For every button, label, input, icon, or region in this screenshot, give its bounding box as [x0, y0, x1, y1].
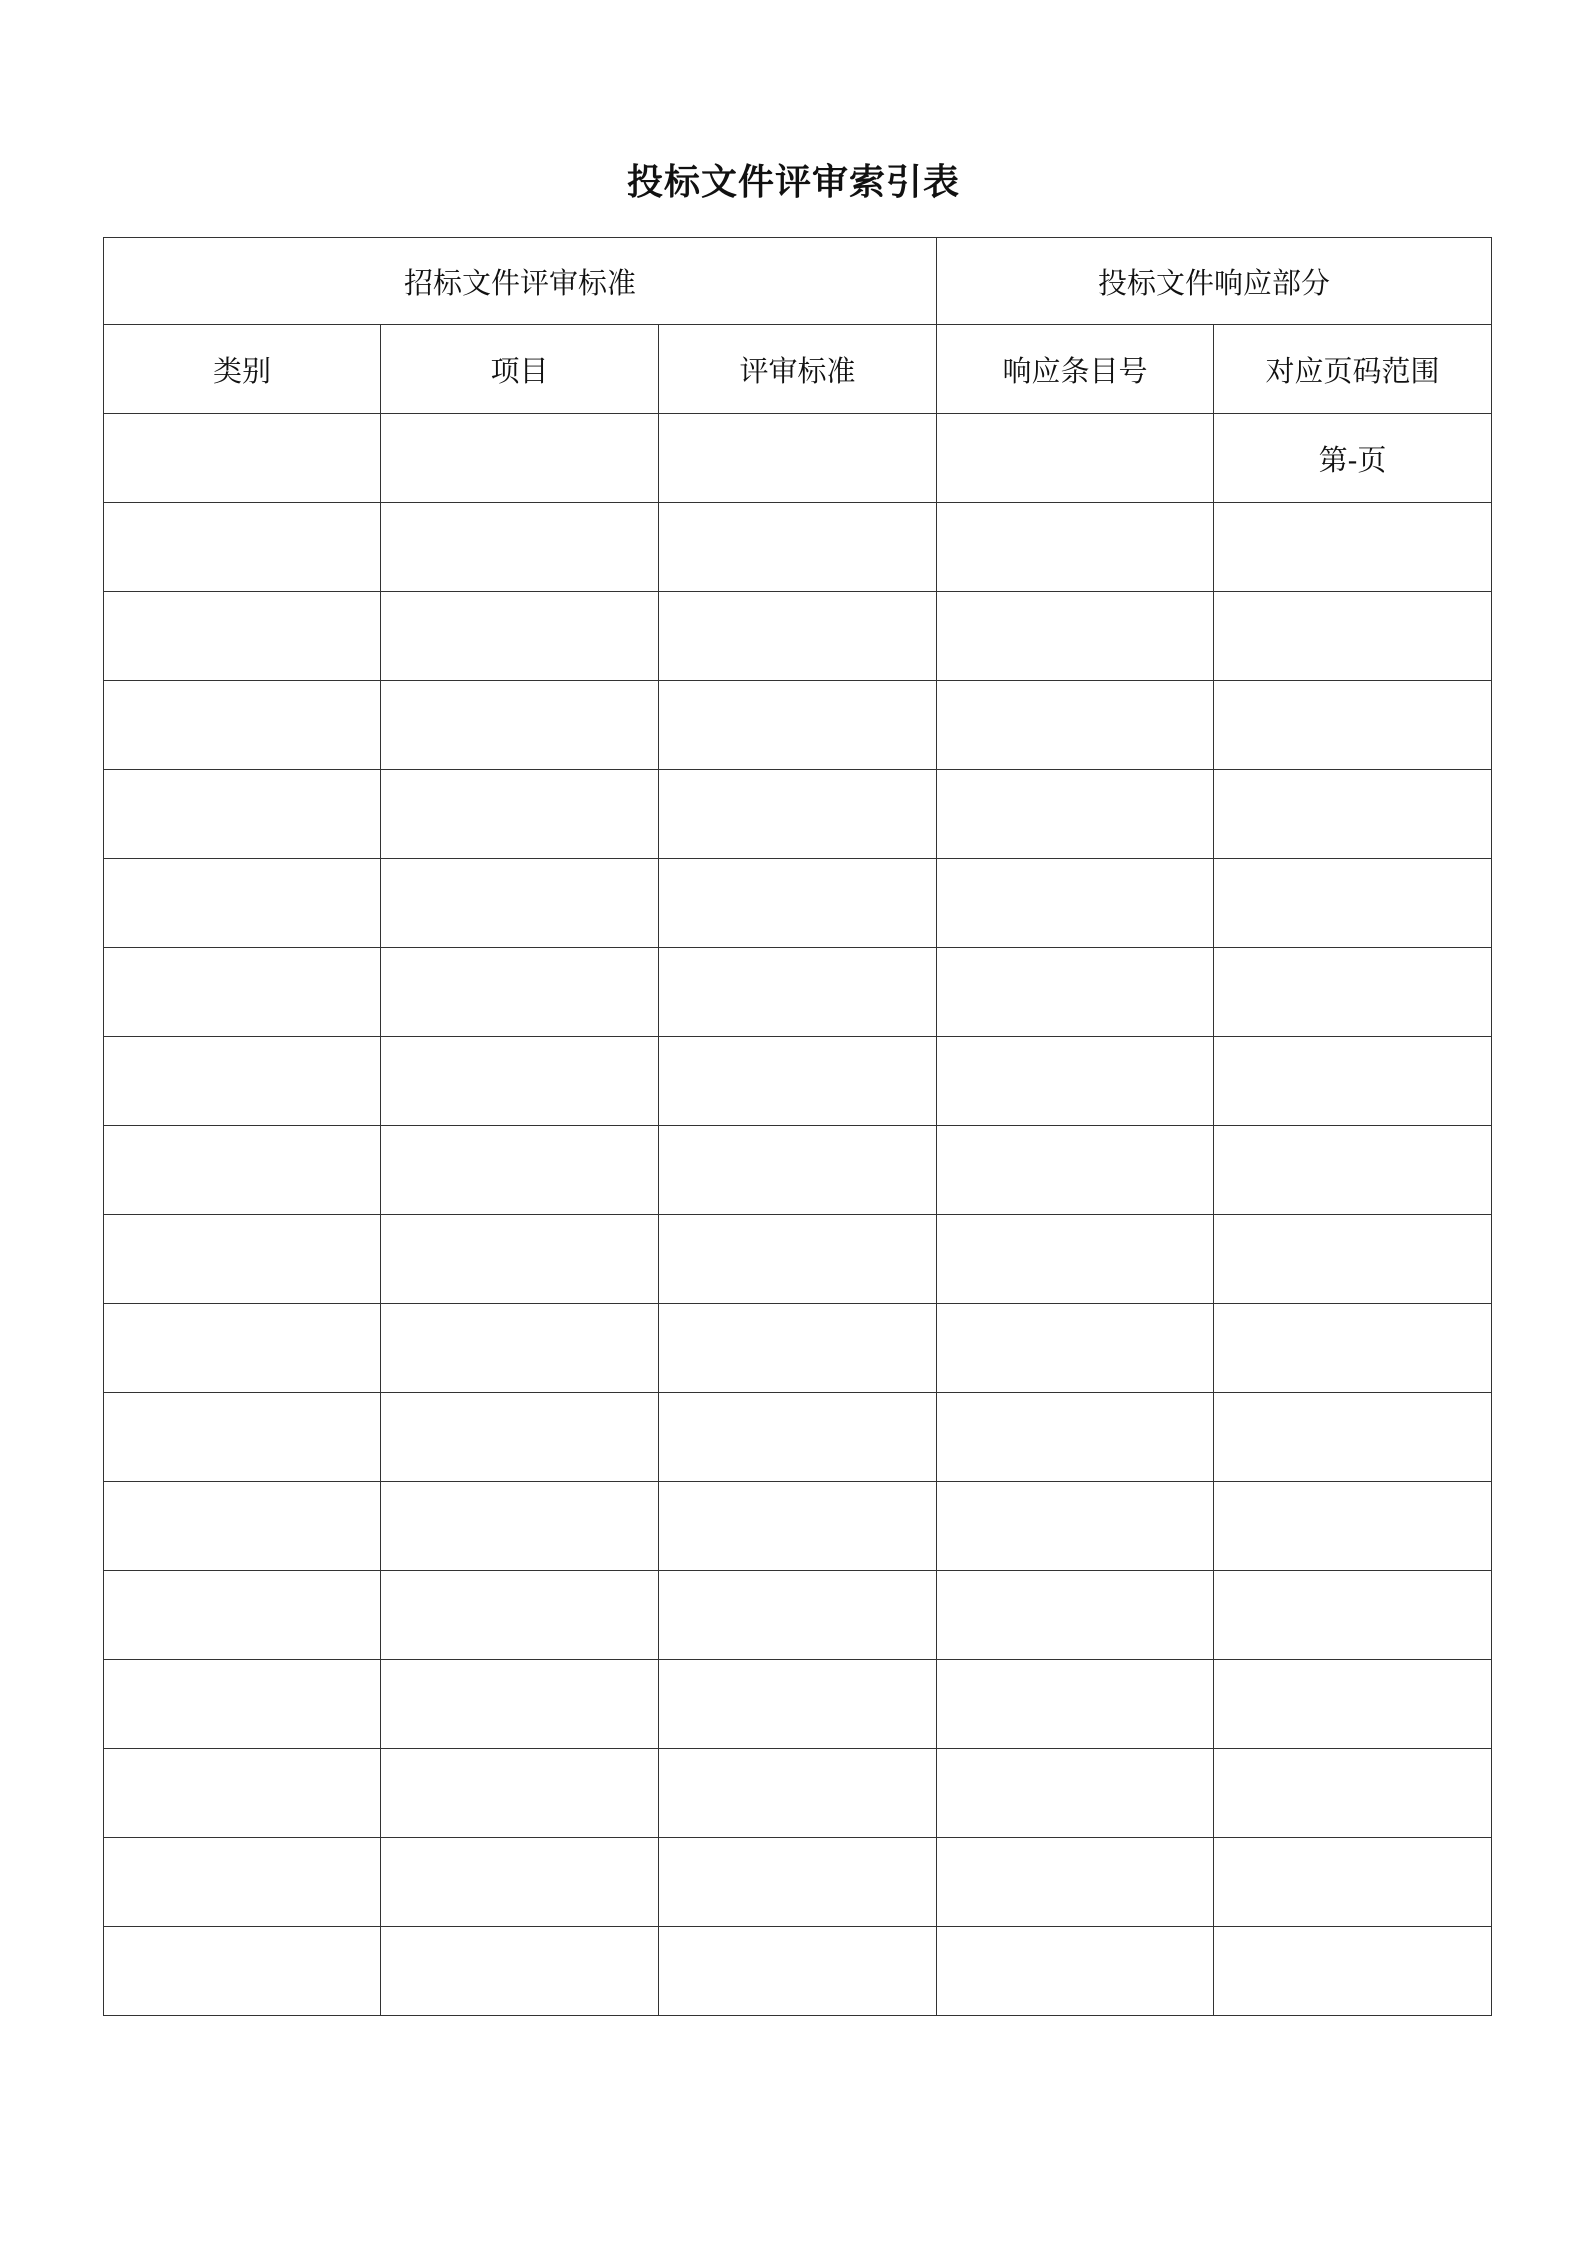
table-cell-page-range: [1214, 1215, 1492, 1304]
table-cell-item: [381, 1927, 659, 2016]
table-cell-response-number: [937, 1126, 1214, 1215]
group-header-response: 投标文件响应部分: [937, 238, 1492, 325]
group-header-row: [104, 238, 1492, 325]
table-cell-category: [104, 1304, 381, 1393]
table-cell-page-range: [1214, 592, 1492, 681]
table-cell-criteria: [659, 948, 937, 1037]
column-header-response-number: 响应条目号: [937, 325, 1214, 414]
table-cell-category: [104, 1660, 381, 1749]
table-cell-response-number: [937, 1037, 1214, 1126]
table-cell-response-number: [937, 1482, 1214, 1571]
table-cell-item: [381, 1215, 659, 1304]
table-cell-category: [104, 503, 381, 592]
table-row: [104, 1126, 1492, 1215]
table-cell-page-range: [1214, 1749, 1492, 1838]
table-cell-response-number: [937, 1571, 1214, 1660]
table-cell-page-range: [1214, 1393, 1492, 1482]
document-title: 投标文件评审索引表: [626, 161, 960, 203]
table-cell-item: [381, 1660, 659, 1749]
table-cell-category: [104, 681, 381, 770]
table-cell-criteria: [659, 1571, 937, 1660]
table-cell-category: [104, 1927, 381, 2016]
table-cell-category: [104, 1393, 381, 1482]
table-row: [104, 1838, 1492, 1927]
table-cell-response-number: [937, 1215, 1214, 1304]
table-cell-item: [381, 681, 659, 770]
table-cell-page-range: [1214, 770, 1492, 859]
table-cell-item: [381, 770, 659, 859]
table-row: [104, 1304, 1492, 1393]
table-cell-response-number: [937, 948, 1214, 1037]
table-cell-criteria: [659, 1927, 937, 2016]
table-cell-criteria: [659, 1126, 937, 1215]
table-cell-page-range: [1214, 1838, 1492, 1927]
table-row: [104, 1482, 1492, 1571]
table-cell-page-range: [1214, 1927, 1492, 2016]
table-cell-criteria: [659, 414, 937, 503]
table-cell-category: [104, 1215, 381, 1304]
table-cell-criteria: [659, 1037, 937, 1126]
table-row: [104, 1215, 1492, 1304]
table-cell-criteria: [659, 1482, 937, 1571]
table-cell-page-range: 第-页: [1214, 414, 1492, 503]
table-cell-item: [381, 592, 659, 681]
table-cell-response-number: [937, 503, 1214, 592]
table-cell-item: [381, 1571, 659, 1660]
table-cell-item: [381, 503, 659, 592]
table-row: [104, 592, 1492, 681]
table-row: [104, 948, 1492, 1037]
table-cell-criteria: [659, 1838, 937, 1927]
table-row: [104, 770, 1492, 859]
table-cell-response-number: [937, 859, 1214, 948]
table-cell-response-number: [937, 770, 1214, 859]
table-cell-page-range: [1214, 1571, 1492, 1660]
table-cell-category: [104, 1838, 381, 1927]
table-cell-category: [104, 859, 381, 948]
table-cell-criteria: [659, 681, 937, 770]
table-cell-page-range: [1214, 1304, 1492, 1393]
table-cell-response-number: [937, 1660, 1214, 1749]
column-header-category: 类别: [104, 325, 381, 414]
group-header-criteria: 招标文件评审标准: [104, 238, 937, 325]
table-cell-category: [104, 1482, 381, 1571]
table-cell-criteria: [659, 503, 937, 592]
column-header-criteria: 评审标准: [659, 325, 937, 414]
review-index-table: [103, 237, 1492, 2016]
table-cell-criteria: [659, 1660, 937, 1749]
table-cell-category: [104, 1749, 381, 1838]
table-cell-response-number: [937, 1393, 1214, 1482]
table-cell-page-range: [1214, 948, 1492, 1037]
table-cell-criteria: [659, 592, 937, 681]
table-cell-item: [381, 1304, 659, 1393]
table-cell-criteria: [659, 1215, 937, 1304]
table-cell-item: [381, 859, 659, 948]
table-cell-category: [104, 770, 381, 859]
table-row: [104, 1927, 1492, 2016]
column-header-page-range: 对应页码范围: [1214, 325, 1492, 414]
table-cell-criteria: [659, 1393, 937, 1482]
table-cell-page-range: [1214, 1660, 1492, 1749]
table-cell-item: [381, 1037, 659, 1126]
table-cell-criteria: [659, 859, 937, 948]
table-cell-page-range: [1214, 503, 1492, 592]
table-row: [104, 1393, 1492, 1482]
table-row: [104, 503, 1492, 592]
table-cell-page-range: [1214, 1037, 1492, 1126]
table-row: [104, 1660, 1492, 1749]
table-cell-category: [104, 1126, 381, 1215]
table-cell-page-range: [1214, 1482, 1492, 1571]
table-cell-page-range: [1214, 681, 1492, 770]
table-cell-category: [104, 1037, 381, 1126]
table-row: [104, 1037, 1492, 1126]
table-cell-page-range: [1214, 859, 1492, 948]
table-cell-response-number: [937, 414, 1214, 503]
table-cell-item: [381, 1482, 659, 1571]
table-cell-item: [381, 414, 659, 503]
table-cell-item: [381, 1838, 659, 1927]
table-cell-category: [104, 1571, 381, 1660]
table-cell-page-range: [1214, 1126, 1492, 1215]
column-header-row: [104, 325, 1492, 414]
table-row: [104, 859, 1492, 948]
table-cell-criteria: [659, 1304, 937, 1393]
table-cell-category: [104, 414, 381, 503]
table-cell-response-number: [937, 1838, 1214, 1927]
table-cell-response-number: [937, 1927, 1214, 2016]
table-cell-criteria: [659, 1749, 937, 1838]
table-cell-item: [381, 1126, 659, 1215]
table-row: [104, 1749, 1492, 1838]
table-cell-response-number: [937, 1749, 1214, 1838]
table-row: [104, 1571, 1492, 1660]
table-cell-item: [381, 948, 659, 1037]
table-cell-category: [104, 592, 381, 681]
table-cell-criteria: [659, 770, 937, 859]
table-row: [104, 681, 1492, 770]
table-cell-response-number: [937, 592, 1214, 681]
table-cell-response-number: [937, 681, 1214, 770]
table-cell-item: [381, 1393, 659, 1482]
table-cell-response-number: [937, 1304, 1214, 1393]
table-cell-item: [381, 1749, 659, 1838]
table-cell-category: [104, 948, 381, 1037]
column-header-item: 项目: [381, 325, 659, 414]
table-row: [104, 414, 1492, 503]
